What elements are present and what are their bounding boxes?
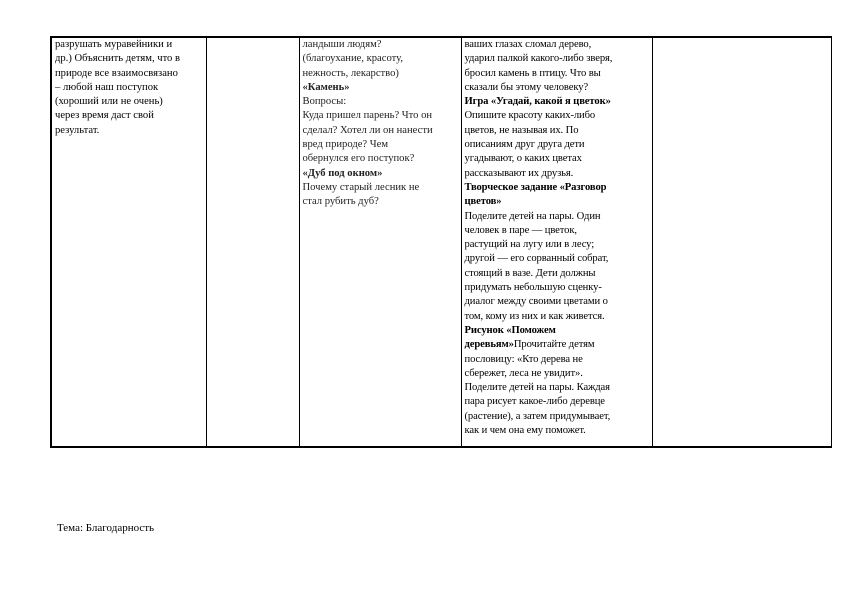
text-line: другой — его сорванный собрат, [464,253,609,265]
text-line [465,338,649,352]
text-line: нежность, лекарство) [302,67,399,79]
text-line: (благоухание, красоту, [302,53,403,65]
story-title-kamen: «Камень» [302,81,350,93]
activity-title-creative-cont: цветов» [464,196,502,208]
cell-activities [461,37,652,447]
text-line: Опишите красоту каких-либо [464,110,596,122]
activity-title-drawing-cont: деревьям» [464,339,514,351]
text-line: разрушать муравейники и [55,39,173,50]
text-line: Поделите детей на пары. Каждая [464,382,610,394]
text-line: диалог между своими цветами о [464,296,608,308]
text-line: Почему старый лесник не [302,181,420,193]
activity-title-creative: Творческое задание «Разговор [464,181,607,193]
text-line: через время даст свой [55,110,154,122]
text-line: том, кому из них и как живется. [464,310,605,322]
activity-title-drawing: Рисунок «Поможем [464,324,556,336]
text-line: ландыши людям? [302,39,382,50]
text-line: сделал? Хотел ли он нанести [302,124,433,136]
text-line: стал рубить дуб? [302,196,379,208]
topic-heading: Тема: Благодарность [57,522,155,534]
cell-empty-2 [206,37,299,447]
text-line: пара рисует какое-либо деревце [464,396,605,408]
text-line: рассказывают их друзья. [464,167,574,179]
text-line: сбережет, леса не увидит». [464,367,583,379]
text-line: бросил камень в птицу. Что вы [464,67,601,79]
text-line: описаниям друг друга дети [464,139,585,151]
text-line: – любой наш поступок [55,81,159,93]
text-line: (растение), а затем придумывает, [464,410,611,422]
text-line: растущий на лугу или в лесу; [464,239,595,251]
text-line: пословицу: «Кто дерева не [464,353,583,365]
cell-empty-5 [652,37,831,447]
text-line: человек в паре — цветок, [464,224,577,236]
text-line: стоящий в вазе. Дети должны [464,267,596,279]
text-line: обернулся его поступок? [302,153,415,165]
text-line: результат. [55,124,100,136]
cell-stories [299,37,461,447]
text-line: вред природе? Чем [302,139,389,151]
text-line: цветов, не называя их. По [464,124,579,136]
text-line: др.) Объяснить детям, что в [55,53,181,65]
text-line: как и чем она ему поможет. [464,425,586,437]
activity-title-game: Игра «Угадай, какой я цветок» [464,96,611,108]
text-line: ваших глазах сломал дерево, [464,39,592,50]
text-line: сказали бы этому человеку? [464,81,589,93]
text-line: ударил палкой какого-либо зверя, [464,53,613,65]
text-line: (хороший или не очень) [55,96,163,108]
text-line: Вопросы: [302,96,347,108]
story-title-dub: «Дуб под окном» [302,167,383,179]
text-line: Поделите детей на пары. Один [464,210,601,222]
table-row [51,37,831,447]
lesson-plan-table [50,36,832,448]
text-line: природе все взаимосвязано [55,67,178,79]
text-line: Куда пришел парень? Что он [302,110,433,122]
text-line: придумать небольшую сценку- [464,282,602,294]
text-line: угадывают, о каких цветах [464,153,582,165]
cell-goals [51,37,206,447]
drawing-intro-text: Прочитайте детям [513,339,595,351]
